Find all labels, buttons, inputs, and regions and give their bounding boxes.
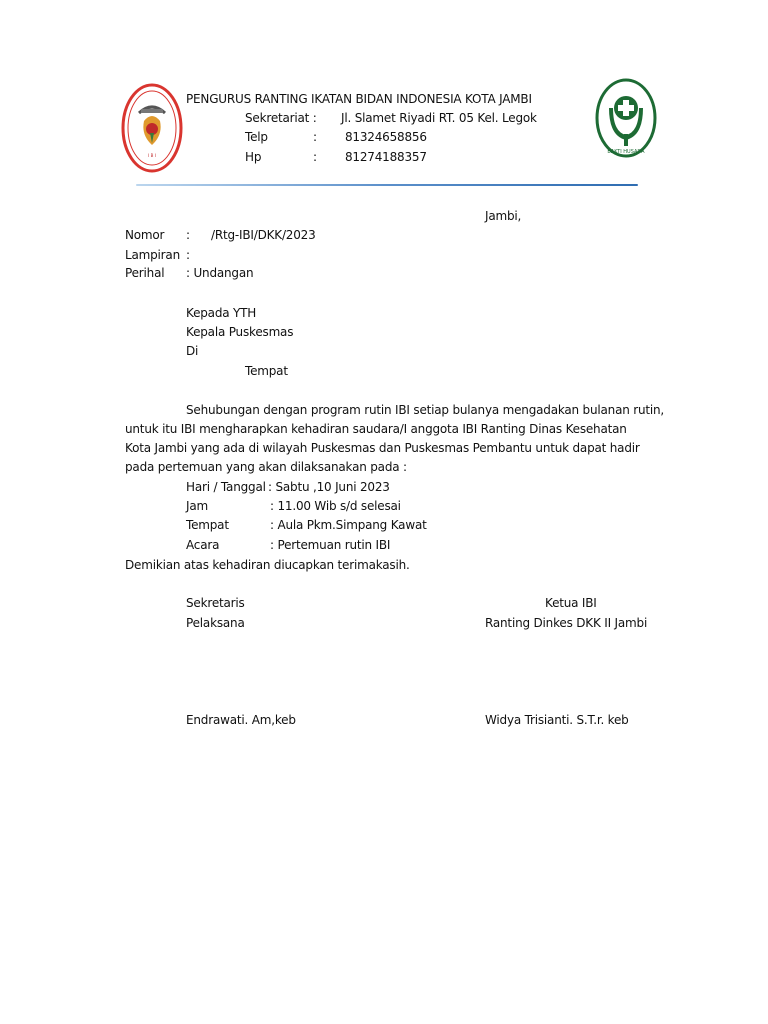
telp-label: Telp xyxy=(245,130,268,144)
header-divider xyxy=(136,184,638,186)
hp-number: 81274188357 xyxy=(345,150,427,164)
body-line-4: pada pertemuan yang akan dilaksanakan pada : xyxy=(125,460,407,474)
right-signer-title-1: Ketua IBI xyxy=(545,596,597,610)
detail-label-place: Tempat xyxy=(186,518,229,532)
secretariat-address: Jl. Slamet Riyadi RT. 05 Kel. Legok xyxy=(341,111,537,125)
org-name: PENGURUS RANTING IKATAN BIDAN INDONESIA KOTA JAMBI xyxy=(186,92,532,106)
bakti-husada-icon xyxy=(595,78,657,158)
left-signer-name: Endrawati. Am,keb xyxy=(186,713,296,727)
lampiran-label: Lampiran xyxy=(125,248,180,262)
detail-value-time: : 11.00 Wib s/d selesai xyxy=(270,499,401,513)
recipient-line-1: Kepada YTH xyxy=(186,306,257,320)
svg-text:I B I: I B I xyxy=(148,153,156,158)
ibi-emblem-icon xyxy=(121,83,183,173)
detail-value-event: : Pertemuan rutin IBI xyxy=(270,538,391,552)
nomor-colon: : xyxy=(186,228,190,242)
left-signer-title-1: Sekretaris xyxy=(186,596,245,610)
closing-line: Demikian atas kehadiran diucapkan terimakasih. xyxy=(125,558,410,572)
detail-value-date: : Sabtu ,10 Juni 2023 xyxy=(268,480,390,494)
recipient-line-4: Tempat xyxy=(245,364,288,378)
body-line-2: untuk itu IBI mengharapkan kehadiran saudara/I anggota IBI Ranting Dinas Kesehatan xyxy=(125,422,627,436)
hp-label: Hp xyxy=(245,150,262,164)
hp-colon: : xyxy=(313,150,317,164)
lampiran-colon: : xyxy=(186,248,190,262)
recipient-line-3: Di xyxy=(186,344,199,358)
secretariat-label: Sekretariat : xyxy=(245,111,317,125)
perihal-label: Perihal xyxy=(125,266,165,280)
recipient-line-2: Kepala Puskesmas xyxy=(186,325,294,339)
body-line-1: Sehubungan dengan program rutin IBI setiap bulanya mengadakan bulanan rutin, xyxy=(186,403,665,417)
telp-colon: : xyxy=(313,130,317,144)
right-signer-title-2: Ranting Dinkes DKK II Jambi xyxy=(485,616,648,630)
nomor-value: /Rtg-IBI/DKK/2023 xyxy=(211,228,316,242)
perihal-value: : Undangan xyxy=(186,266,254,280)
body-line-3: Kota Jambi yang ada di wilayah Puskesmas dan Puskesmas Pembantu untuk dapat hadir xyxy=(125,441,640,455)
detail-label-date: Hari / Tanggal xyxy=(186,480,266,494)
letter-place: Jambi, xyxy=(485,209,522,223)
svg-text:BAKTI HUSADA: BAKTI HUSADA xyxy=(607,149,645,155)
right-signer-name: Widya Trisianti. S.T.r. keb xyxy=(485,713,629,727)
left-signer-title-2: Pelaksana xyxy=(186,616,245,630)
detail-value-place: : Aula Pkm.Simpang Kawat xyxy=(270,518,427,532)
detail-label-time: Jam xyxy=(186,499,208,513)
detail-label-event: Acara xyxy=(186,538,220,552)
telp-number: 81324658856 xyxy=(345,130,427,144)
nomor-label: Nomor xyxy=(125,228,165,242)
